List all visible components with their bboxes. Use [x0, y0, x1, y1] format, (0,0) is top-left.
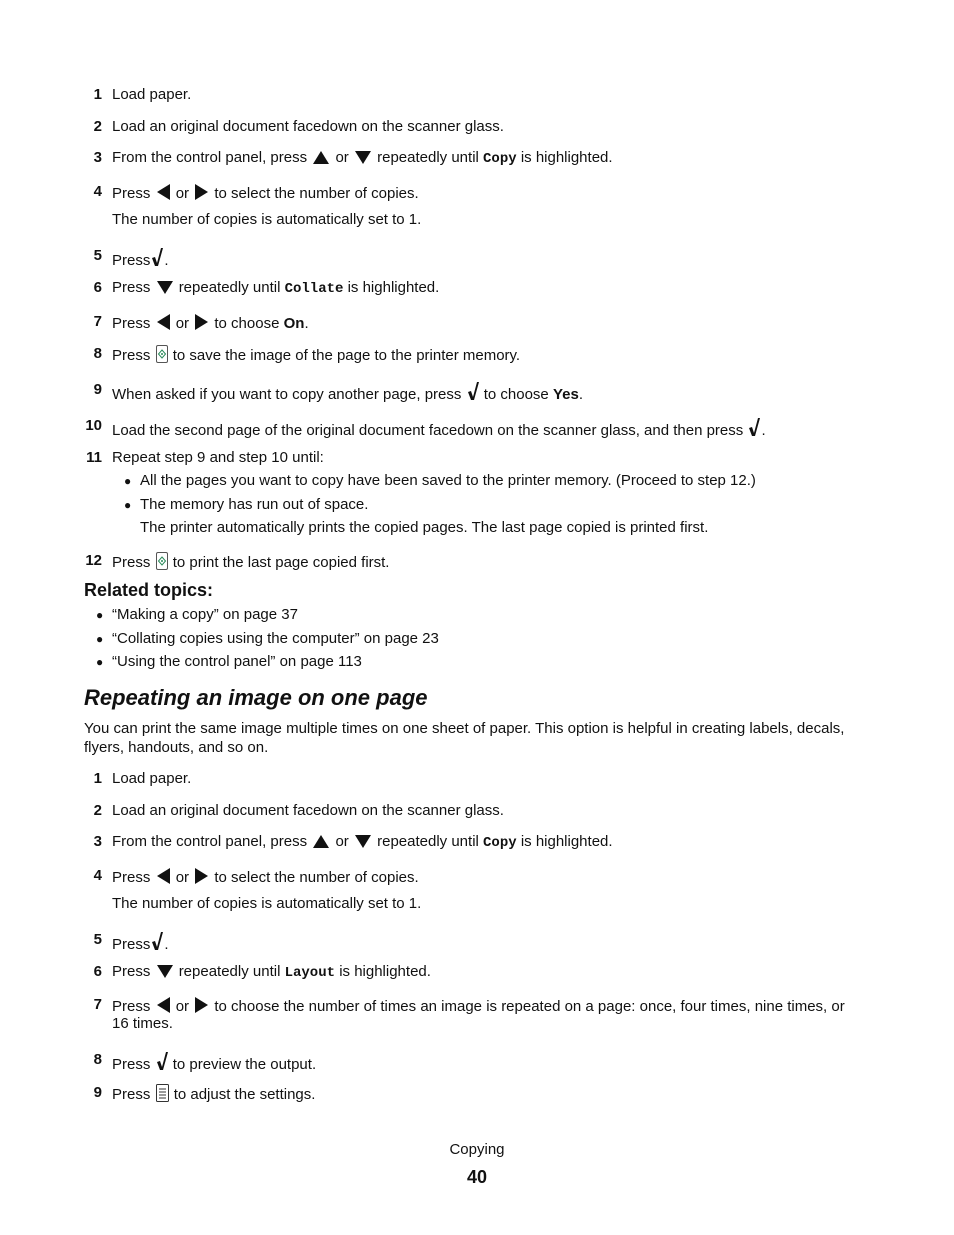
checkmark-select-icon [467, 381, 479, 401]
step-number: 6 [93, 279, 102, 296]
step-number: 1 [93, 86, 102, 103]
step-text: Press [112, 554, 151, 571]
step-number: 2 [93, 802, 102, 819]
start-diamond-icon [156, 345, 168, 363]
arrow-right-icon [194, 313, 209, 331]
step-text: Press [112, 185, 151, 202]
step-text: or [335, 149, 349, 166]
arrow-down-icon [156, 964, 174, 979]
step-number: 4 [93, 183, 102, 200]
bullet-icon: ● [124, 498, 132, 512]
step-number: 9 [93, 381, 102, 398]
arrow-down-icon [156, 280, 174, 295]
menu-settings-icon [156, 1084, 169, 1102]
step-text: . [304, 315, 309, 332]
step-text: is highlighted. [520, 149, 613, 166]
step-text: is highlighted. [520, 833, 613, 850]
step-number: 12 [85, 552, 102, 569]
menu-option-code: Copy [483, 151, 517, 167]
step-text: to choose [483, 386, 549, 403]
step-text: From the control panel, press [112, 149, 308, 166]
step-text: . [164, 252, 169, 269]
arrow-left-icon [156, 183, 171, 201]
arrow-down-icon [354, 150, 372, 165]
arrow-right-icon [194, 183, 209, 201]
step-number: 4 [93, 867, 102, 884]
arrow-down-icon [354, 834, 372, 849]
bullet-icon: ● [96, 632, 104, 646]
checkmark-select-icon [156, 1051, 168, 1071]
step-text: . [164, 936, 169, 953]
step-text: Press [112, 963, 151, 980]
option-value: Yes [552, 386, 579, 403]
bullet-icon: ● [124, 474, 132, 488]
step-number: 6 [93, 963, 102, 980]
step-text: to preview the output. [172, 1056, 317, 1073]
step-number: 3 [93, 149, 102, 166]
arrow-left-icon [156, 867, 171, 885]
step-text: repeatedly until [377, 833, 479, 850]
step-number: 8 [93, 345, 102, 362]
step-number: 3 [93, 833, 102, 850]
list-item: The memory has run out of space. [140, 496, 369, 513]
checkmark-select-icon [151, 247, 163, 267]
step-text: Press [112, 347, 151, 364]
related-topics-heading: Related topics: [84, 580, 214, 600]
step-text: From the control panel, press [112, 833, 308, 850]
arrow-left-icon [156, 996, 171, 1014]
step-text: or [175, 185, 190, 202]
section-intro: You can print the same image multiple times on one sheet of paper. This option is helpful in creating labels, decals, [84, 720, 845, 737]
arrow-right-icon [194, 867, 209, 885]
step-text: Press [112, 1056, 151, 1073]
step-text: to adjust the settings. [173, 1086, 316, 1103]
step-text: Press [112, 869, 151, 886]
step-text: 16 times. [112, 1015, 173, 1032]
step-text: or [335, 833, 349, 850]
checkmark-select-icon [151, 931, 163, 951]
related-topic-link[interactable]: “Collating copies using the computer” on page 23 [112, 630, 439, 647]
bullet-icon: ● [96, 655, 104, 669]
step-text: Repeat step 9 and step 10 until: [112, 449, 324, 466]
step-text: repeatedly until [178, 279, 281, 296]
step-text: to save the image of the page to the printer memory. [172, 347, 521, 364]
step-text: to select the number of copies. [214, 869, 419, 886]
menu-option-code: Copy [483, 835, 517, 851]
step-text: Press [112, 279, 151, 296]
arrow-up-icon [312, 834, 330, 849]
step-text: is highlighted. [339, 963, 431, 980]
step-text: Load paper. [112, 86, 192, 103]
step-text: . [578, 386, 583, 403]
step-number: 2 [93, 118, 102, 135]
step-text: Load an original document facedown on the scanner glass. [112, 118, 504, 135]
step-text: Press [112, 315, 151, 332]
step-text: Load paper. [112, 770, 192, 787]
step-note: The number of copies is automatically set to 1. [112, 895, 422, 912]
step-note: The number of copies is automatically set to 1. [112, 211, 422, 228]
section-title: Repeating an image on one page [84, 685, 428, 710]
step-text: Press [112, 252, 151, 269]
step-text: or [175, 869, 190, 886]
start-diamond-icon [156, 552, 168, 570]
step-text: repeatedly until [377, 149, 479, 166]
step-text: is highlighted. [347, 279, 440, 296]
step-text: When asked if you want to copy another page, press [112, 386, 462, 403]
menu-option-code: Collate [284, 281, 344, 297]
step-text: to choose [214, 315, 280, 332]
step-text: Press [112, 1086, 151, 1103]
step-text: to choose the number of times an image is repeated on a page: once, four times, nine times, or [214, 998, 845, 1015]
step-text: Load an original document facedown on the scanner glass. [112, 802, 504, 819]
checkmark-select-icon [748, 417, 760, 437]
arrow-left-icon [156, 313, 171, 331]
step-number: 5 [93, 247, 102, 264]
step-text: or [175, 315, 190, 332]
step-note: The printer automatically prints the copied pages. The last page copied is printed first. [140, 519, 709, 536]
related-topic-link[interactable]: “Using the control panel” on page 113 [112, 653, 362, 670]
step-text: to select the number of copies. [214, 185, 419, 202]
step-text: Press [112, 998, 151, 1015]
step-number: 10 [85, 417, 102, 434]
related-topic-link[interactable]: “Making a copy” on page 37 [112, 606, 298, 623]
step-text: to print the last page copied first. [172, 554, 390, 571]
footer-section-name: Copying [449, 1141, 505, 1158]
menu-option-code: Layout [284, 965, 336, 981]
step-text: repeatedly until [178, 963, 281, 980]
step-text: or [175, 998, 190, 1015]
arrow-up-icon [312, 150, 330, 165]
step-number: 11 [86, 449, 102, 466]
step-text: . [761, 422, 766, 439]
list-item: All the pages you want to copy have been saved to the printer memory. (Proceed to step 12.) [140, 472, 756, 489]
step-number: 9 [93, 1084, 102, 1101]
step-number: 7 [93, 313, 102, 330]
page-number: 40 [466, 1167, 488, 1187]
step-text: Press [112, 936, 151, 953]
option-value: On [283, 315, 305, 332]
step-number: 1 [93, 770, 102, 787]
step-number: 5 [93, 931, 102, 948]
section-intro: flyers, handouts, and so on. [84, 739, 269, 756]
step-number: 7 [93, 996, 102, 1013]
arrow-right-icon [194, 996, 209, 1014]
bullet-icon: ● [96, 608, 104, 622]
step-text: Load the second page of the original document facedown on the scanner glass, and then press [112, 422, 744, 439]
step-number: 8 [93, 1051, 102, 1068]
